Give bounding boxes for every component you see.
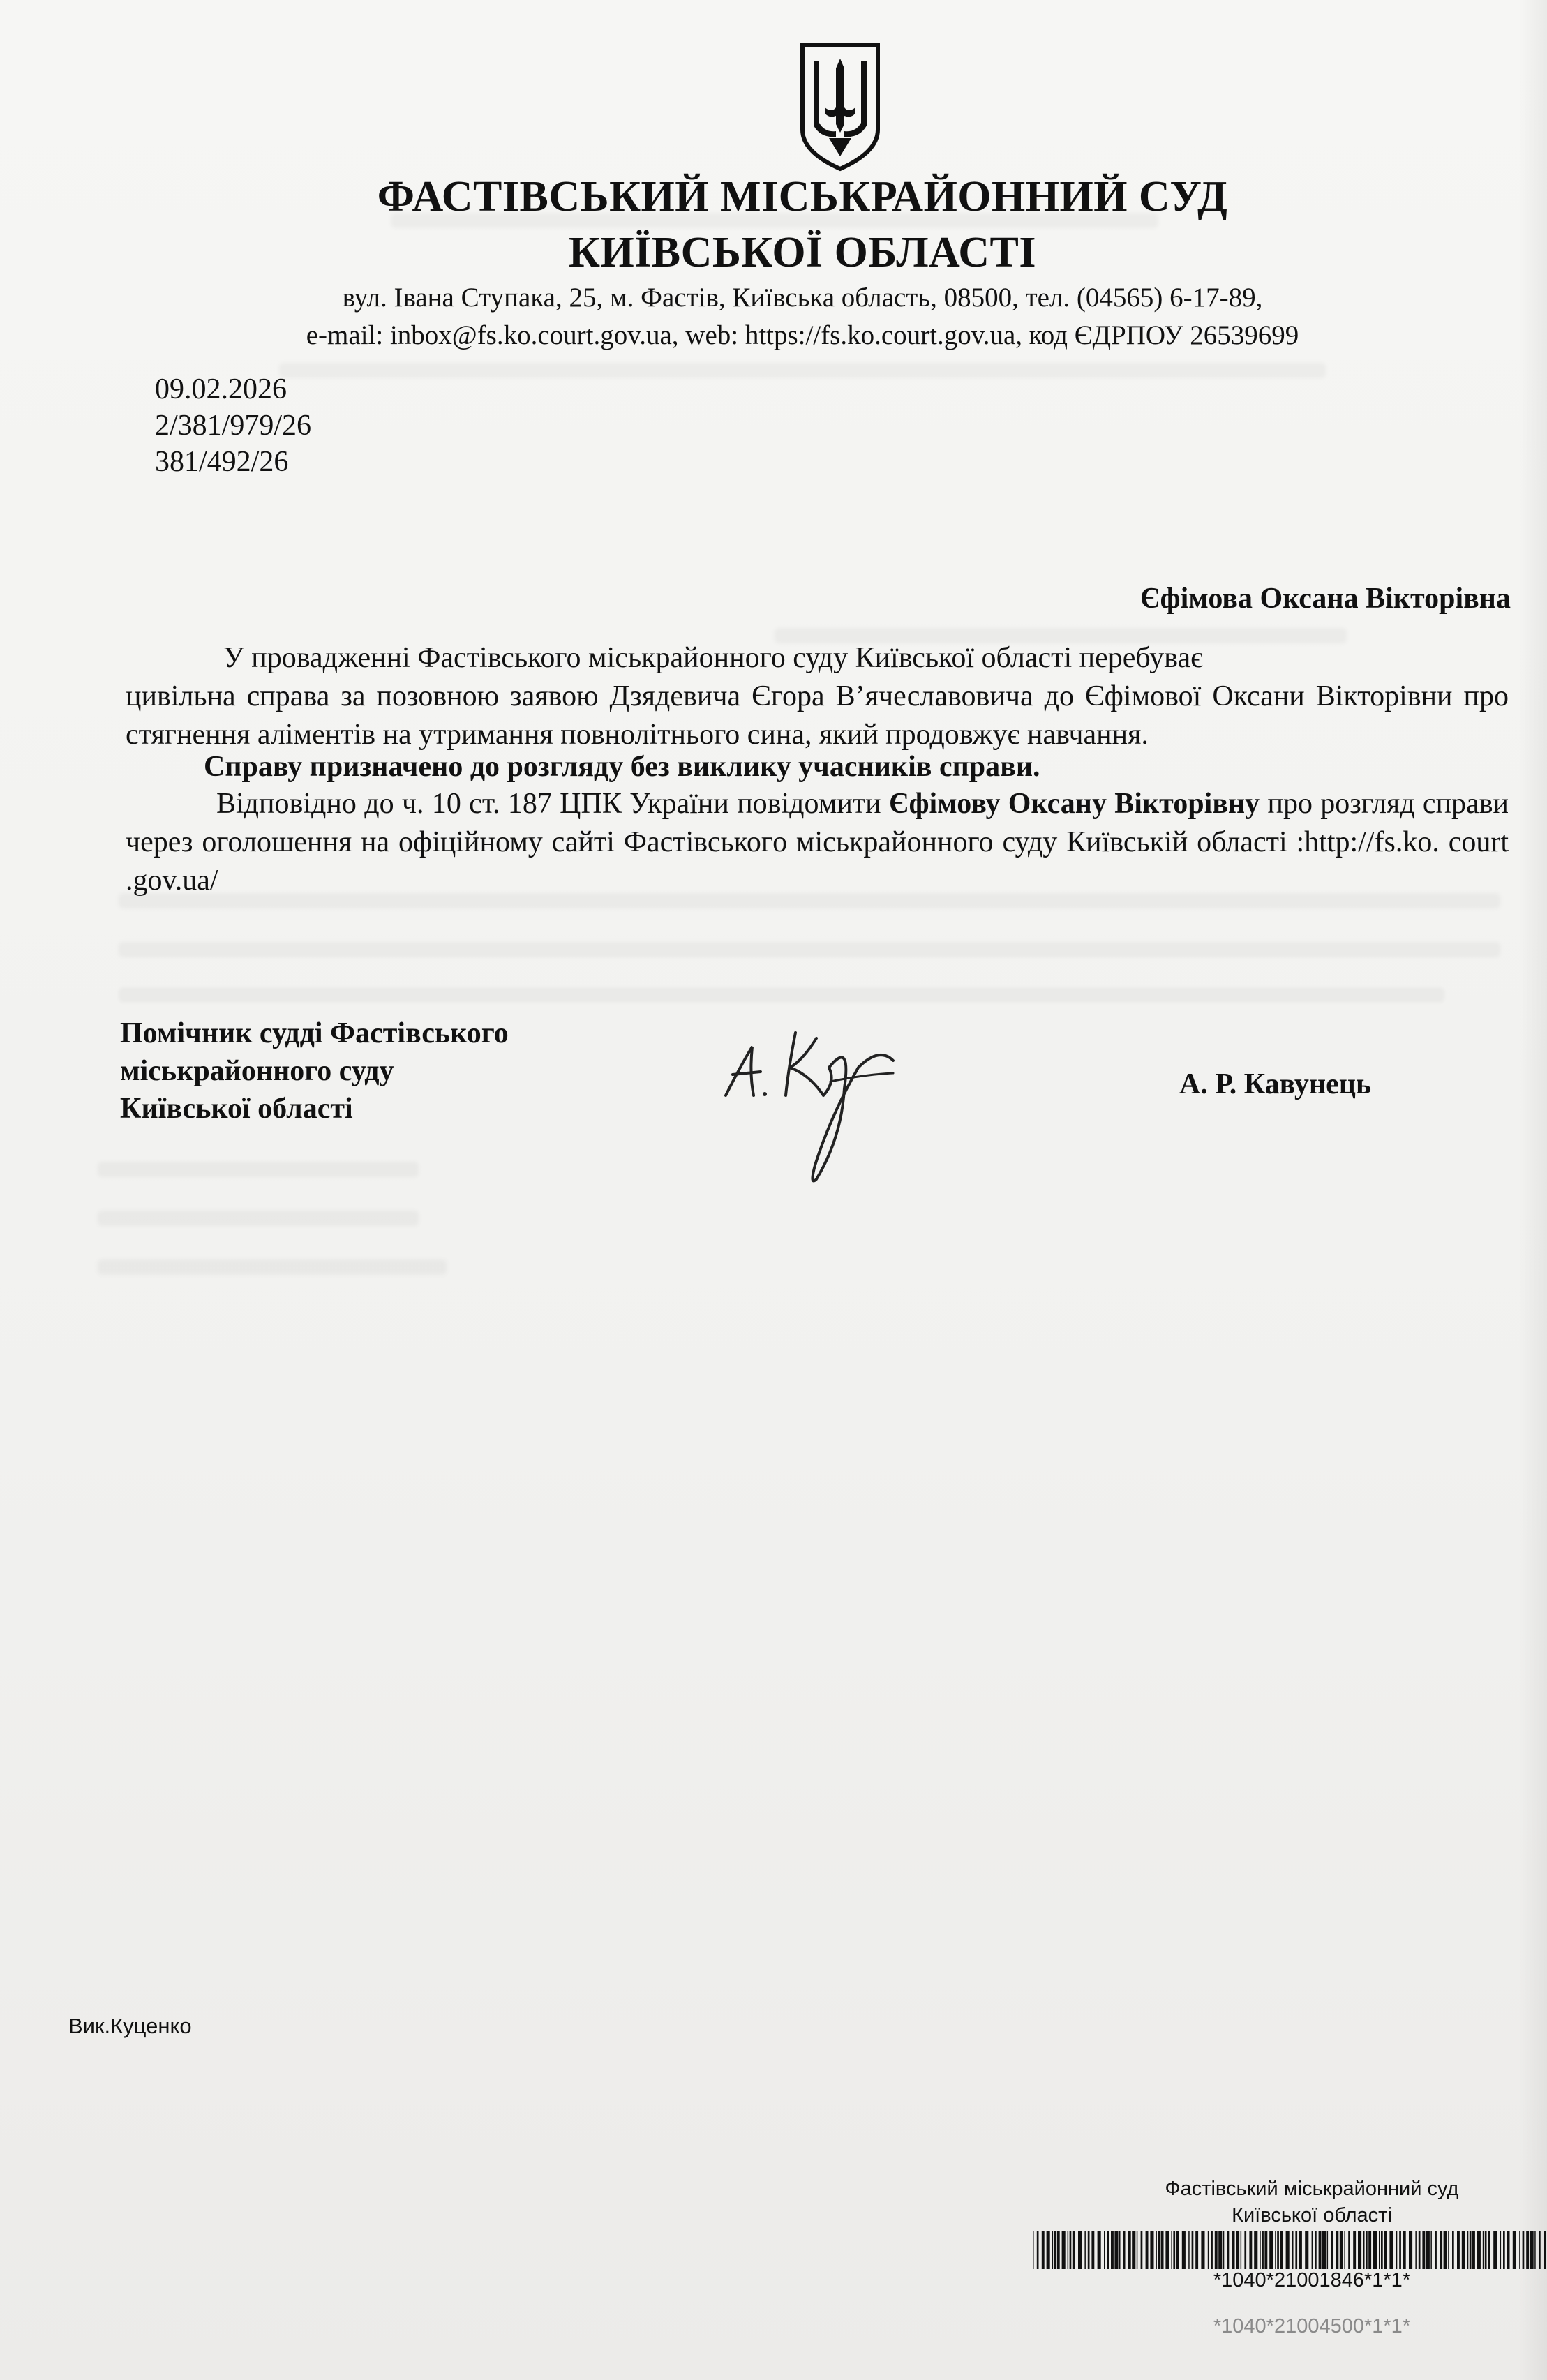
barcode-bar <box>1068 2231 1069 2269</box>
signer-title <box>120 1015 509 1128</box>
barcode-bar <box>1409 2231 1412 2269</box>
stamp-court-line2: Київської області <box>1232 2204 1392 2226</box>
barcode-bar <box>1156 2231 1157 2269</box>
barcode-bar <box>1192 2231 1194 2269</box>
stamp-court-line1: Фастівський міськрайонний суд <box>1165 2178 1459 2200</box>
barcode-bar <box>1470 2231 1472 2269</box>
barcode-bar <box>1319 2231 1322 2269</box>
barcode-bar <box>1366 2231 1368 2269</box>
barcode-bar <box>1037 2231 1039 2269</box>
barcode-bar <box>1084 2231 1086 2269</box>
barcode-bar <box>1146 2231 1149 2269</box>
barcode-number: *1040*21001846*1*1* <box>1213 2269 1411 2291</box>
barcode-bar <box>1358 2231 1361 2269</box>
show-through <box>98 1211 419 1226</box>
barcode-bar <box>1236 2231 1239 2269</box>
barcode-bar <box>1254 2231 1257 2269</box>
paragraph-hearing-notice: Справу призначено до розгляду без виклику учасників справи. <box>204 751 1040 783</box>
barcode-bar <box>1241 2231 1242 2269</box>
barcode-bar <box>1150 2231 1153 2269</box>
barcode-bar <box>1448 2231 1449 2269</box>
barcode-bar <box>1057 2231 1060 2269</box>
barcode-bar <box>1419 2231 1421 2269</box>
barcode-bar <box>1488 2231 1490 2269</box>
barcode-bar <box>1403 2231 1406 2269</box>
barcode-bar <box>1299 2231 1302 2269</box>
barcode-bar <box>1305 2231 1308 2269</box>
barcode-bar <box>1137 2231 1138 2269</box>
barcode-bar <box>1373 2231 1377 2269</box>
barcode-bar <box>1280 2231 1283 2269</box>
barcode-bar <box>1111 2231 1114 2269</box>
barcode-bar <box>1315 2231 1317 2269</box>
barcode-bar <box>1503 2231 1505 2269</box>
barcode <box>1031 2231 1547 2269</box>
signer-title-line1: Помічник судді Фастівського <box>120 1017 509 1049</box>
barcode-bar <box>1158 2231 1160 2269</box>
barcode-bar <box>1462 2231 1465 2269</box>
barcode-bar <box>1415 2231 1417 2269</box>
barcode-bar <box>1493 2231 1497 2269</box>
court-title-line2: КИЇВСЬКОЇ ОБЛАСТІ <box>568 229 1036 276</box>
barcode-bar <box>1260 2231 1261 2269</box>
show-through <box>98 1259 447 1275</box>
barcode-bar <box>1275 2231 1276 2269</box>
barcode-bar <box>1348 2231 1350 2269</box>
barcode-bar <box>1384 2231 1387 2269</box>
barcode-bar <box>1422 2231 1425 2269</box>
barcode-bar <box>1244 2231 1246 2269</box>
barcode-bar <box>1368 2231 1371 2269</box>
paragraph-case-info-rest: цивільна справа за позовною заявою Дзядевича Єгора В’ячеславовича до Єфімової Оксани Вікторівни про стягнення аліментів на утримання повнолітнього сина, який продовжує навчання. <box>126 680 1509 751</box>
barcode-bar <box>1054 2231 1056 2269</box>
barcode-bar <box>1472 2231 1475 2269</box>
paragraph-notification <box>126 785 1509 900</box>
barcode-bar <box>1227 2231 1230 2269</box>
page-edge-shadow <box>1519 0 1547 2380</box>
paragraph-case-info-line1: У провадженні Фастівського міськрайонного суду Київської області перебуває <box>223 642 1204 674</box>
barcode-bar <box>1353 2231 1356 2269</box>
barcode-bar <box>1379 2231 1380 2269</box>
barcode-bar <box>1295 2231 1297 2269</box>
trident-emblem-icon <box>797 40 883 173</box>
notified-person: Єфімову Оксану Вікторівну <box>888 788 1260 820</box>
barcode-bar <box>1262 2231 1264 2269</box>
show-through <box>98 1162 419 1177</box>
barcode-bar <box>1389 2231 1393 2269</box>
barcode-bar <box>1430 2231 1432 2269</box>
barcode-bar <box>1173 2231 1175 2269</box>
barcode-bar <box>1363 2231 1365 2269</box>
barcode-bar <box>1182 2231 1186 2269</box>
barcode-bar <box>1322 2231 1326 2269</box>
barcode-bar <box>1218 2231 1222 2269</box>
barcode-bar <box>1165 2231 1169 2269</box>
barcode-bar <box>1249 2231 1252 2269</box>
barcode-bar <box>1331 2231 1333 2269</box>
barcode-bar <box>1292 2231 1294 2269</box>
addressee: Єфімова Оксана Вікторівна <box>1140 583 1511 615</box>
registry-stamp <box>1116 2176 1507 2229</box>
handwritten-signature <box>719 1019 928 1193</box>
barcode-bar <box>1457 2231 1460 2269</box>
barcode-bar <box>1452 2231 1454 2269</box>
barcode-bar <box>1336 2231 1338 2269</box>
barcode-bar <box>1107 2231 1109 2269</box>
barcode-bar <box>1171 2231 1172 2269</box>
barcode-bar <box>1091 2231 1094 2269</box>
barcode-bar <box>1104 2231 1105 2269</box>
barcode-bar <box>1344 2231 1345 2269</box>
court-contacts <box>209 279 1396 354</box>
barcode-bar <box>1286 2231 1290 2269</box>
barcode-bar <box>1132 2231 1135 2269</box>
notification-text-end: про розгляд справи через оголошення на офіційному сайті Фастівського міськрайонного суду Київській області :http://fs.ko. court .gov.ua/ <box>126 788 1509 897</box>
barcode-bar <box>1269 2231 1273 2269</box>
signer-name: А. Р. Кавунець <box>1179 1068 1372 1100</box>
barcode-bar <box>1483 2231 1484 2269</box>
barcode-bar <box>1507 2231 1510 2269</box>
barcode-bar <box>1232 2231 1235 2269</box>
barcode-bar <box>1467 2231 1469 2269</box>
proceeding-number: 381/492/26 <box>155 446 289 478</box>
barcode-bar <box>1312 2231 1313 2269</box>
barcode-bar <box>1340 2231 1343 2269</box>
barcode-bar <box>1052 2231 1054 2269</box>
barcode-bar <box>1088 2231 1090 2269</box>
court-header <box>209 169 1396 280</box>
barcode-bar <box>1042 2231 1045 2269</box>
barcode-bar <box>1513 2231 1516 2269</box>
barcode-bar <box>1047 2231 1050 2269</box>
notification-text-start: Відповідно до ч. 10 ст. 187 ЦПК України повідомити <box>216 788 889 820</box>
court-email-web: e-mail: inbox@fs.ko.court.gov.ua, web: https://fs.ko.court.gov.ua, код ЄДРПОУ 26539699 <box>306 320 1299 350</box>
barcode-bar <box>1327 2231 1329 2269</box>
barcode-bar <box>1119 2231 1121 2269</box>
signer-title-line2: міськрайонного суду <box>120 1055 394 1087</box>
barcode-bar <box>1485 2231 1487 2269</box>
barcode-bar <box>1188 2231 1190 2269</box>
signer-title-line3: Київської області <box>120 1093 353 1125</box>
barcode-bar <box>1062 2231 1066 2269</box>
paragraph-case-info <box>126 639 1509 754</box>
barcode-bar <box>1435 2231 1437 2269</box>
barcode-bar <box>1073 2231 1075 2269</box>
barcode-bar <box>1201 2231 1204 2269</box>
court-title-line1: ФАСТІВСЬКИЙ МІСЬКРАЙОННИЙ СУД <box>377 173 1228 220</box>
barcode-bar <box>1176 2231 1179 2269</box>
barcode-bar <box>1161 2231 1164 2269</box>
barcode-bar <box>1070 2231 1072 2269</box>
barcode-bar <box>1396 2231 1398 2269</box>
show-through <box>119 942 1500 957</box>
barcode-bar <box>1477 2231 1481 2269</box>
ghost-barcode-number: *1040*21004500*1*1* <box>1213 2315 1411 2337</box>
barcode-bar <box>1277 2231 1279 2269</box>
document-date: 09.02.2026 <box>155 373 287 405</box>
barcode-bar <box>1195 2231 1198 2269</box>
document-meta <box>155 371 311 480</box>
barcode-bar <box>1128 2231 1131 2269</box>
barcode-bar <box>1078 2231 1082 2269</box>
barcode-bar <box>1211 2231 1213 2269</box>
barcode-bar <box>1033 2231 1034 2269</box>
barcode-bar <box>1444 2231 1447 2269</box>
case-number: 2/381/979/26 <box>155 410 312 442</box>
barcode-bar <box>1141 2231 1143 2269</box>
barcode-bar <box>1264 2231 1267 2269</box>
court-address: вул. Івана Ступака, 25, м. Фастів, Київська область, 08500, тел. (04565) 6-17-89, <box>342 283 1263 313</box>
barcode-bar <box>1426 2231 1430 2269</box>
show-through <box>119 987 1444 1003</box>
barcode-bar <box>1440 2231 1442 2269</box>
barcode-bar <box>1500 2231 1502 2269</box>
barcode-bar <box>1399 2231 1401 2269</box>
barcode-bar <box>1098 2231 1101 2269</box>
executor-name: Вик.Куценко <box>68 2014 192 2038</box>
barcode-bar <box>1123 2231 1126 2269</box>
barcode-bar <box>1215 2231 1218 2269</box>
barcode-bar <box>1223 2231 1225 2269</box>
barcode-bar <box>1114 2231 1118 2269</box>
barcode-bar <box>1381 2231 1383 2269</box>
show-through <box>279 363 1326 378</box>
barcode-bar <box>1208 2231 1209 2269</box>
